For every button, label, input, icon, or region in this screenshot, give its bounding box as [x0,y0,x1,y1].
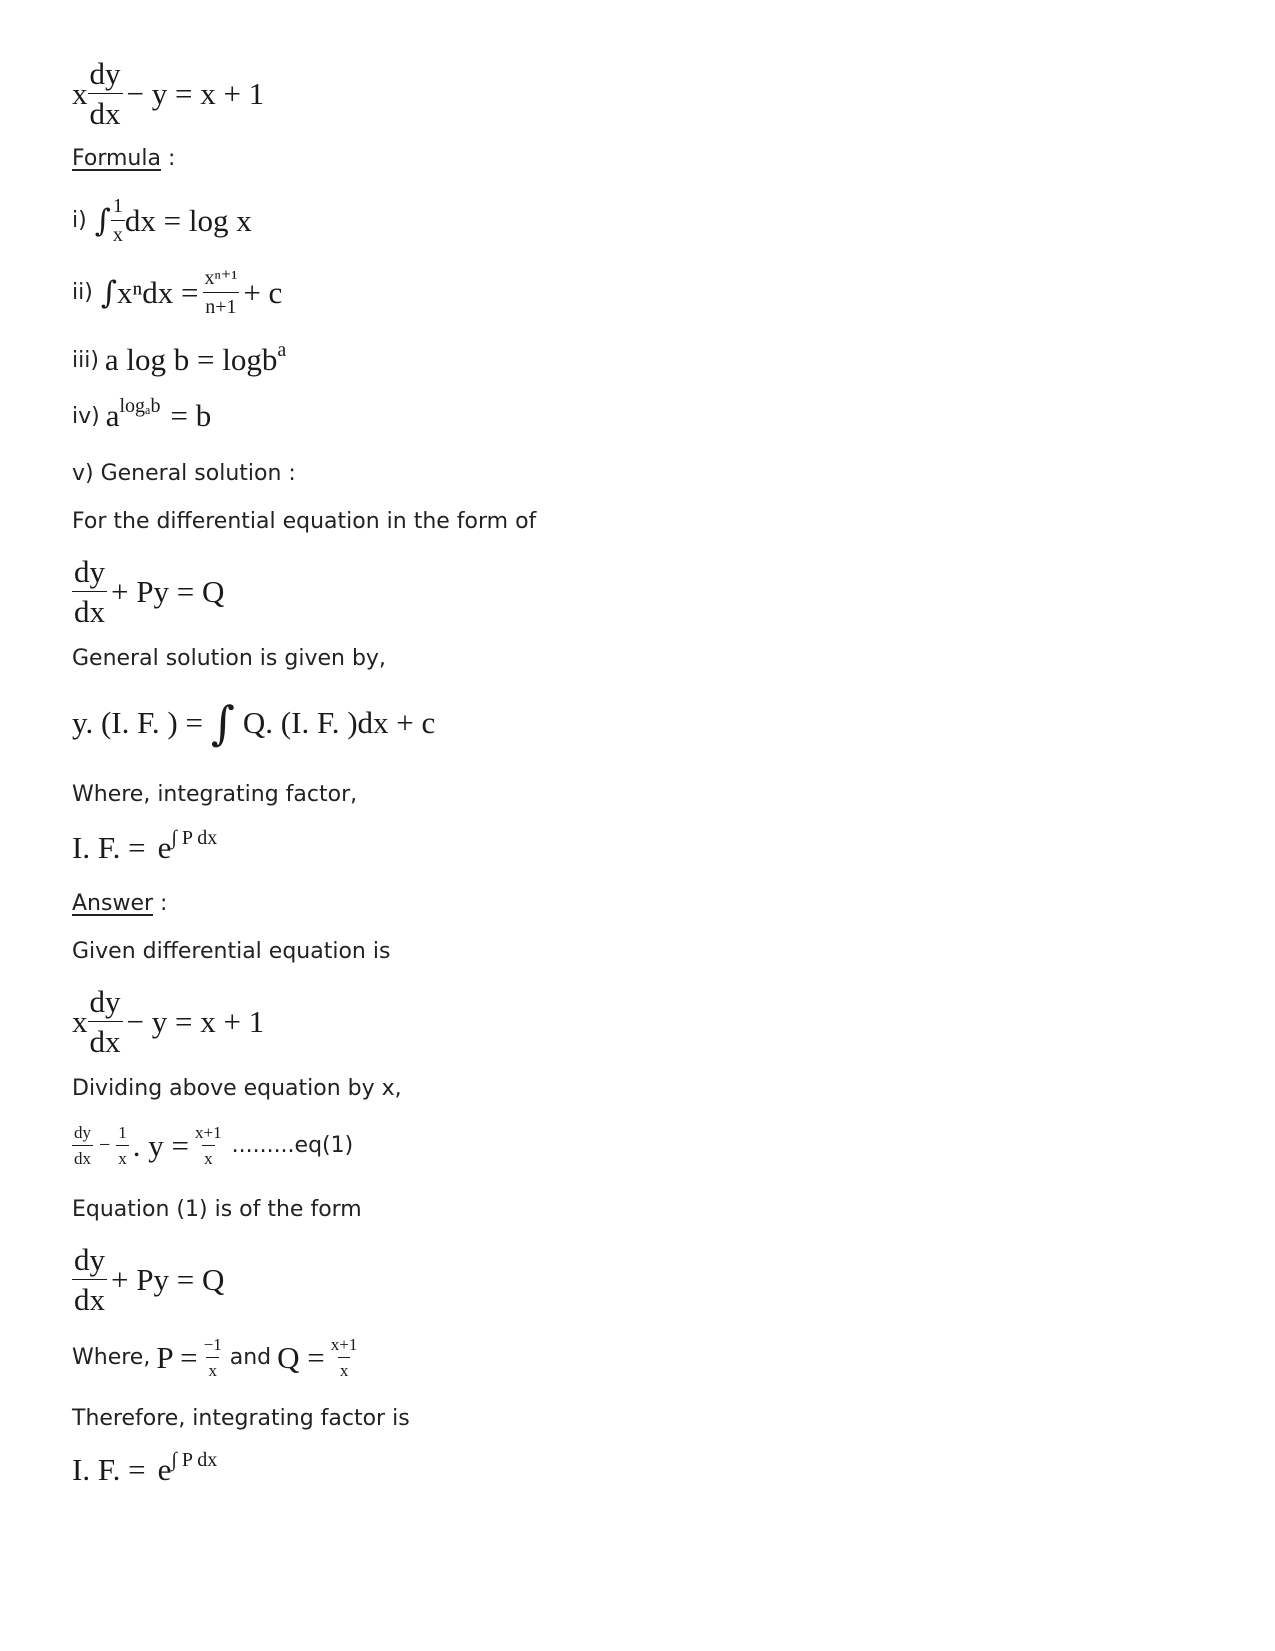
text-therefore-if: Therefore, integrating factor is [72,1406,410,1431]
p-q-definition: Where, P = $\frac{-1}{x}$ and Q = $\frac{x+1}{x}$ [72,1335,358,1380]
linear-form-equation-2: $\frac{dy}{dx}$ + Py = Q [74,1242,225,1317]
text-given-by: General solution is given by, [72,646,386,671]
formula-4: iv) a $^{log_ab}$ = b [72,394,212,433]
given-equation: x $\frac{dy}{dx}$ − y = x + 1 [72,984,265,1059]
general-solution-label: v) General solution : [72,461,296,486]
if-equation-1: I. F. = e $^{\int P dx}$ [72,826,218,865]
text-of-form: Equation (1) is of the form [72,1197,362,1222]
formula-3: iii) a log b = log b $^a$ [72,338,287,377]
answer-heading: Answer : [72,891,168,916]
formula-heading: Formula : [72,146,176,171]
question-equation: x $\frac{dy}{dx}$ − y = x + 1 [72,56,265,131]
equation-1: $\frac{dy}{dx}$ − $\frac{1}{x}$ . y = $\frac{x+1}{x}$ .........eq(1) [74,1123,354,1168]
formula-1: i) ∫ $\frac{1}{x}$ dx = log x [72,195,252,246]
text-given-de: Given differential equation is [72,939,391,964]
text-dividing: Dividing above equation by x, [72,1076,402,1101]
if-equation-2: I. F. = e $^{\int P dx}$ [72,1448,218,1487]
linear-form-equation: $\frac{dy}{dx}$ + Py = Q [74,554,225,629]
text-where-if: Where, integrating factor, [72,782,358,807]
text-form-of: For the differential equation in the form of [72,509,537,534]
formula-2: ii) ∫ xⁿdx = $\frac{\text{xⁿ⁺¹}}{n+1}$ + c [72,267,283,318]
general-solution-equation: y. (I. F. ) = ∫ Q. (I. F. )dx + c [72,696,436,750]
